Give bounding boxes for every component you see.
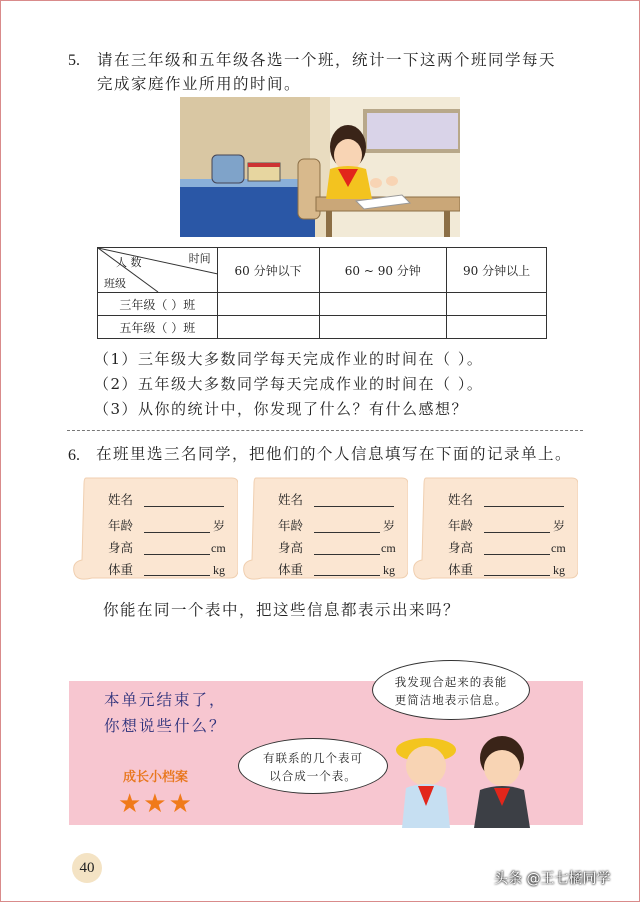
field-name-label: 姓名 bbox=[278, 492, 304, 507]
table-cell[interactable] bbox=[319, 293, 447, 316]
field-age-label: 年龄 bbox=[278, 518, 304, 533]
field-weight-line[interactable] bbox=[314, 575, 380, 576]
speech-bubble-2 bbox=[238, 738, 388, 794]
field-age-unit: 岁 bbox=[383, 519, 396, 533]
field-height-line[interactable] bbox=[484, 554, 550, 555]
table-row-label: 五年级（ ）班 bbox=[98, 316, 218, 339]
field-height-line[interactable] bbox=[144, 554, 210, 555]
question-5-number: 5. bbox=[68, 52, 80, 69]
bubble1-line1: 我发现合起来的表能 bbox=[394, 675, 508, 689]
bubble2-line1: 有联系的几个表可 bbox=[263, 751, 363, 765]
corner-people-label: 人 数 bbox=[116, 256, 142, 269]
field-height-label: 身高 bbox=[278, 540, 304, 555]
section-divider bbox=[67, 430, 583, 431]
table-cell[interactable] bbox=[217, 316, 319, 339]
growth-badge: 成长小档案 bbox=[123, 770, 189, 785]
question-6-number: 6. bbox=[68, 447, 80, 464]
field-height-unit: cm bbox=[381, 541, 396, 555]
record-card-2 bbox=[242, 474, 408, 582]
bubble1-line2: 更简洁地表示信息。 bbox=[394, 693, 508, 707]
corner-time-label: 时间 bbox=[188, 252, 211, 265]
rating-stars: ★★★ bbox=[118, 789, 194, 819]
field-height-line[interactable] bbox=[314, 554, 380, 555]
table-cell[interactable] bbox=[217, 293, 319, 316]
field-name-label: 姓名 bbox=[108, 492, 134, 507]
field-weight-unit: kg bbox=[553, 563, 565, 577]
question-6-text: 在班里选三名同学，把他们的个人信息填写在下面的记录单上。 bbox=[96, 445, 573, 463]
field-weight-unit: kg bbox=[383, 563, 395, 577]
table-cell[interactable] bbox=[319, 316, 447, 339]
field-weight-line[interactable] bbox=[484, 575, 550, 576]
review-line1: 本单元结束了， bbox=[104, 691, 227, 709]
field-height-label: 身高 bbox=[108, 540, 134, 555]
field-name-line[interactable] bbox=[484, 506, 564, 507]
table-header: 60 ~ 90 分钟 bbox=[319, 248, 447, 293]
field-height-label: 身高 bbox=[448, 540, 474, 555]
page-number: 40 bbox=[72, 853, 102, 883]
sub-question-3: （3）从你的统计中，你发现了什么？有什么感想？ bbox=[94, 400, 469, 418]
table-header: 60 分钟以下 bbox=[217, 248, 319, 293]
question-5-line1: 请在三年级和五年级各选一个班，统计一下这两个班同学每天 bbox=[97, 51, 557, 69]
field-weight-label: 体重 bbox=[108, 562, 134, 577]
homework-time-table bbox=[97, 247, 547, 339]
review-line2: 你想说些什么？ bbox=[104, 717, 227, 735]
bubble2-line2: 以合成一个表。 bbox=[269, 769, 357, 783]
field-name-line[interactable] bbox=[144, 506, 224, 507]
field-age-unit: 岁 bbox=[553, 519, 566, 533]
record-card-1 bbox=[72, 474, 238, 582]
field-name-line[interactable] bbox=[314, 506, 394, 507]
sub-question-1: （1）三年级大多数同学每天完成作业的时间在（ ）。 bbox=[94, 350, 484, 368]
field-height-unit: cm bbox=[211, 541, 226, 555]
field-age-unit: 岁 bbox=[213, 519, 226, 533]
field-age-label: 年龄 bbox=[448, 518, 474, 533]
table-cell[interactable] bbox=[447, 293, 547, 316]
field-age-line[interactable] bbox=[484, 532, 550, 533]
field-age-label: 年龄 bbox=[108, 518, 134, 533]
record-card-3 bbox=[412, 474, 578, 582]
field-height-unit: cm bbox=[551, 541, 566, 555]
field-age-line[interactable] bbox=[144, 532, 210, 533]
speech-bubble-1 bbox=[372, 660, 530, 720]
field-name-label: 姓名 bbox=[448, 492, 474, 507]
field-weight-unit: kg bbox=[213, 563, 225, 577]
field-weight-label: 体重 bbox=[448, 562, 474, 577]
corner-class-label: 班级 bbox=[104, 277, 126, 290]
table-cell[interactable] bbox=[447, 316, 547, 339]
table-header: 90 分钟以上 bbox=[447, 248, 547, 293]
field-weight-line[interactable] bbox=[144, 575, 210, 576]
table-row-label: 三年级（ ）班 bbox=[98, 293, 218, 316]
question-5-line2: 完成家庭作业所用的时间。 bbox=[97, 75, 302, 93]
homework-illustration bbox=[180, 97, 460, 237]
question-6-followup: 你能在同一个表中，把这些信息都表示出来吗？ bbox=[103, 601, 461, 619]
children-illustration bbox=[384, 728, 554, 828]
field-age-line[interactable] bbox=[314, 532, 380, 533]
table-corner-cell bbox=[98, 248, 218, 293]
sub-question-2: （2）五年级大多数同学每天完成作业的时间在（ ）。 bbox=[94, 375, 484, 393]
watermark: 头条 @王七橘同学 bbox=[494, 871, 611, 887]
field-weight-label: 体重 bbox=[278, 562, 304, 577]
